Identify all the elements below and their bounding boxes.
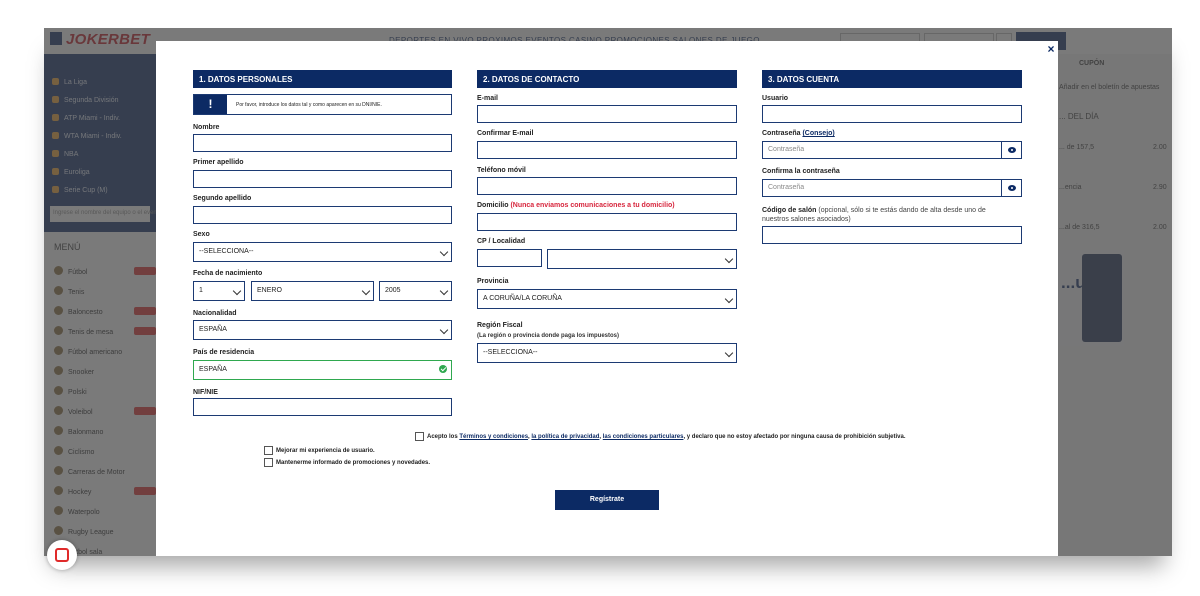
mes-select[interactable] bbox=[251, 281, 374, 301]
usuario-label: Usuario bbox=[762, 95, 789, 102]
experience-checkbox[interactable] bbox=[264, 446, 273, 455]
domicilio-input[interactable] bbox=[477, 213, 737, 231]
domicilio-note: (Nunca enviamos comunicaciones a tu domicilio) bbox=[510, 202, 675, 209]
chevron-down-icon bbox=[725, 349, 733, 357]
chevron-down-icon bbox=[440, 287, 448, 295]
chat-button[interactable] bbox=[47, 540, 77, 570]
provincia-select[interactable] bbox=[477, 289, 737, 309]
fecha-label: Fecha de nacimiento bbox=[193, 270, 263, 277]
mes-value: ENERO bbox=[257, 287, 282, 294]
primer-apellido-input[interactable] bbox=[193, 170, 452, 188]
nacionalidad-label: Nacionalidad bbox=[193, 310, 237, 317]
pais-label: País de residencia bbox=[193, 349, 255, 356]
chevron-down-icon bbox=[233, 287, 241, 295]
cp-localidad-label: CP / Localidad bbox=[477, 238, 526, 245]
nacionalidad-select[interactable] bbox=[193, 320, 452, 340]
chevron-down-icon bbox=[362, 287, 370, 295]
promotions-checkbox[interactable] bbox=[264, 458, 273, 467]
sexo-label: Sexo bbox=[193, 231, 210, 238]
eye-icon[interactable] bbox=[1001, 180, 1021, 197]
codigo-input[interactable] bbox=[762, 226, 1022, 244]
confirm-email-input[interactable] bbox=[477, 141, 737, 159]
experience-label: Mejorar mi experiencia de usuario. bbox=[276, 448, 375, 454]
chevron-down-icon bbox=[725, 255, 733, 263]
primer-apellido-label: Primer apellido bbox=[193, 159, 244, 166]
dia-select[interactable] bbox=[193, 281, 245, 301]
eye-icon[interactable] bbox=[1001, 142, 1021, 159]
codigo-label bbox=[762, 207, 986, 214]
info-text: Por favor, introduce los datos tal y como aparecen en su DNI/NIE. bbox=[236, 102, 382, 108]
cp-input[interactable] bbox=[477, 249, 542, 267]
anio-select[interactable] bbox=[379, 281, 452, 301]
codigo-note-line2: nuestros salones asociados) bbox=[762, 216, 851, 223]
email-label: E-mail bbox=[477, 95, 499, 102]
pais-value: ESPAÑA bbox=[199, 366, 227, 373]
privacy-link[interactable]: la política de privacidad bbox=[531, 434, 600, 440]
region-select[interactable] bbox=[477, 343, 737, 363]
anio-value: 2005 bbox=[385, 287, 401, 294]
chevron-down-icon bbox=[725, 295, 733, 303]
sexo-select[interactable] bbox=[193, 242, 452, 262]
chevron-down-icon bbox=[440, 326, 448, 334]
domicilio-label bbox=[477, 202, 675, 209]
password-input[interactable] bbox=[762, 141, 1022, 159]
nif-label: NIF/NIE bbox=[193, 389, 218, 396]
region-note: (La región o provincia donde paga los impuestos) bbox=[477, 333, 620, 339]
section-account-header: 3. DATOS CUENTA bbox=[762, 70, 1022, 88]
exclamation-icon: ! bbox=[194, 95, 227, 114]
confirm-password-input[interactable] bbox=[762, 179, 1022, 197]
terms-checkbox[interactable] bbox=[415, 432, 424, 441]
dia-value: 1 bbox=[199, 287, 203, 294]
usuario-input[interactable] bbox=[762, 105, 1022, 123]
terms-link[interactable]: Términos y condiciones bbox=[459, 434, 529, 440]
segundo-apellido-label: Segundo apellido bbox=[193, 195, 252, 202]
sexo-value: --SELECCIONA-- bbox=[199, 248, 254, 255]
terms-text: Acepto los Términos y condiciones, la política de privacidad, las condiciones particulares, y declaro que no estoy afectado por ninguna causa de prohibición subjetiva. bbox=[427, 434, 906, 440]
codigo-note: (opcional, sólo si te estás dando de alta desde uno de bbox=[818, 207, 986, 214]
nombre-input[interactable] bbox=[193, 134, 452, 152]
password-tip-link[interactable]: (Consejo) bbox=[802, 130, 835, 137]
provincia-value: A CORUÑA/LA CORUÑA bbox=[483, 295, 562, 302]
chevron-down-icon bbox=[440, 248, 448, 256]
telefono-label: Teléfono móvil bbox=[477, 167, 526, 174]
nombre-label: Nombre bbox=[193, 124, 220, 131]
nif-input[interactable] bbox=[193, 398, 452, 416]
telefono-input[interactable] bbox=[477, 177, 737, 195]
password-placeholder: Contraseña bbox=[768, 146, 805, 153]
domicilio-label-text: Domicilio bbox=[477, 202, 509, 209]
section-personal-header: 1. DATOS PERSONALES bbox=[193, 70, 452, 88]
conditions-link[interactable]: las condiciones particulares bbox=[602, 434, 684, 440]
email-input[interactable] bbox=[477, 105, 737, 123]
section-contact-header: 2. DATOS DE CONTACTO bbox=[477, 70, 737, 88]
close-icon[interactable]: × bbox=[1047, 42, 1055, 56]
confirm-email-label: Confirmar E-mail bbox=[477, 130, 534, 137]
register-button[interactable]: Regístrate bbox=[555, 490, 659, 510]
region-value: --SELECCIONA-- bbox=[483, 349, 538, 356]
confirm-password-placeholder: Contraseña bbox=[768, 184, 805, 191]
segundo-apellido-input[interactable] bbox=[193, 206, 452, 224]
confirm-password-label: Confirma la contraseña bbox=[762, 168, 840, 175]
codigo-label-text: Código de salón bbox=[762, 207, 817, 214]
localidad-select[interactable] bbox=[547, 249, 737, 269]
password-label bbox=[762, 130, 835, 137]
pais-select[interactable] bbox=[193, 360, 452, 380]
password-label-text: Contraseña bbox=[762, 130, 801, 137]
info-notice bbox=[193, 94, 452, 115]
nacionalidad-value: ESPAÑA bbox=[199, 326, 227, 333]
chat-icon bbox=[55, 548, 69, 562]
region-label: Región Fiscal bbox=[477, 322, 523, 329]
provincia-label: Provincia bbox=[477, 278, 509, 285]
promotions-label: Mantenerme informado de promociones y novedades. bbox=[276, 460, 431, 466]
check-circle-icon bbox=[439, 365, 447, 373]
